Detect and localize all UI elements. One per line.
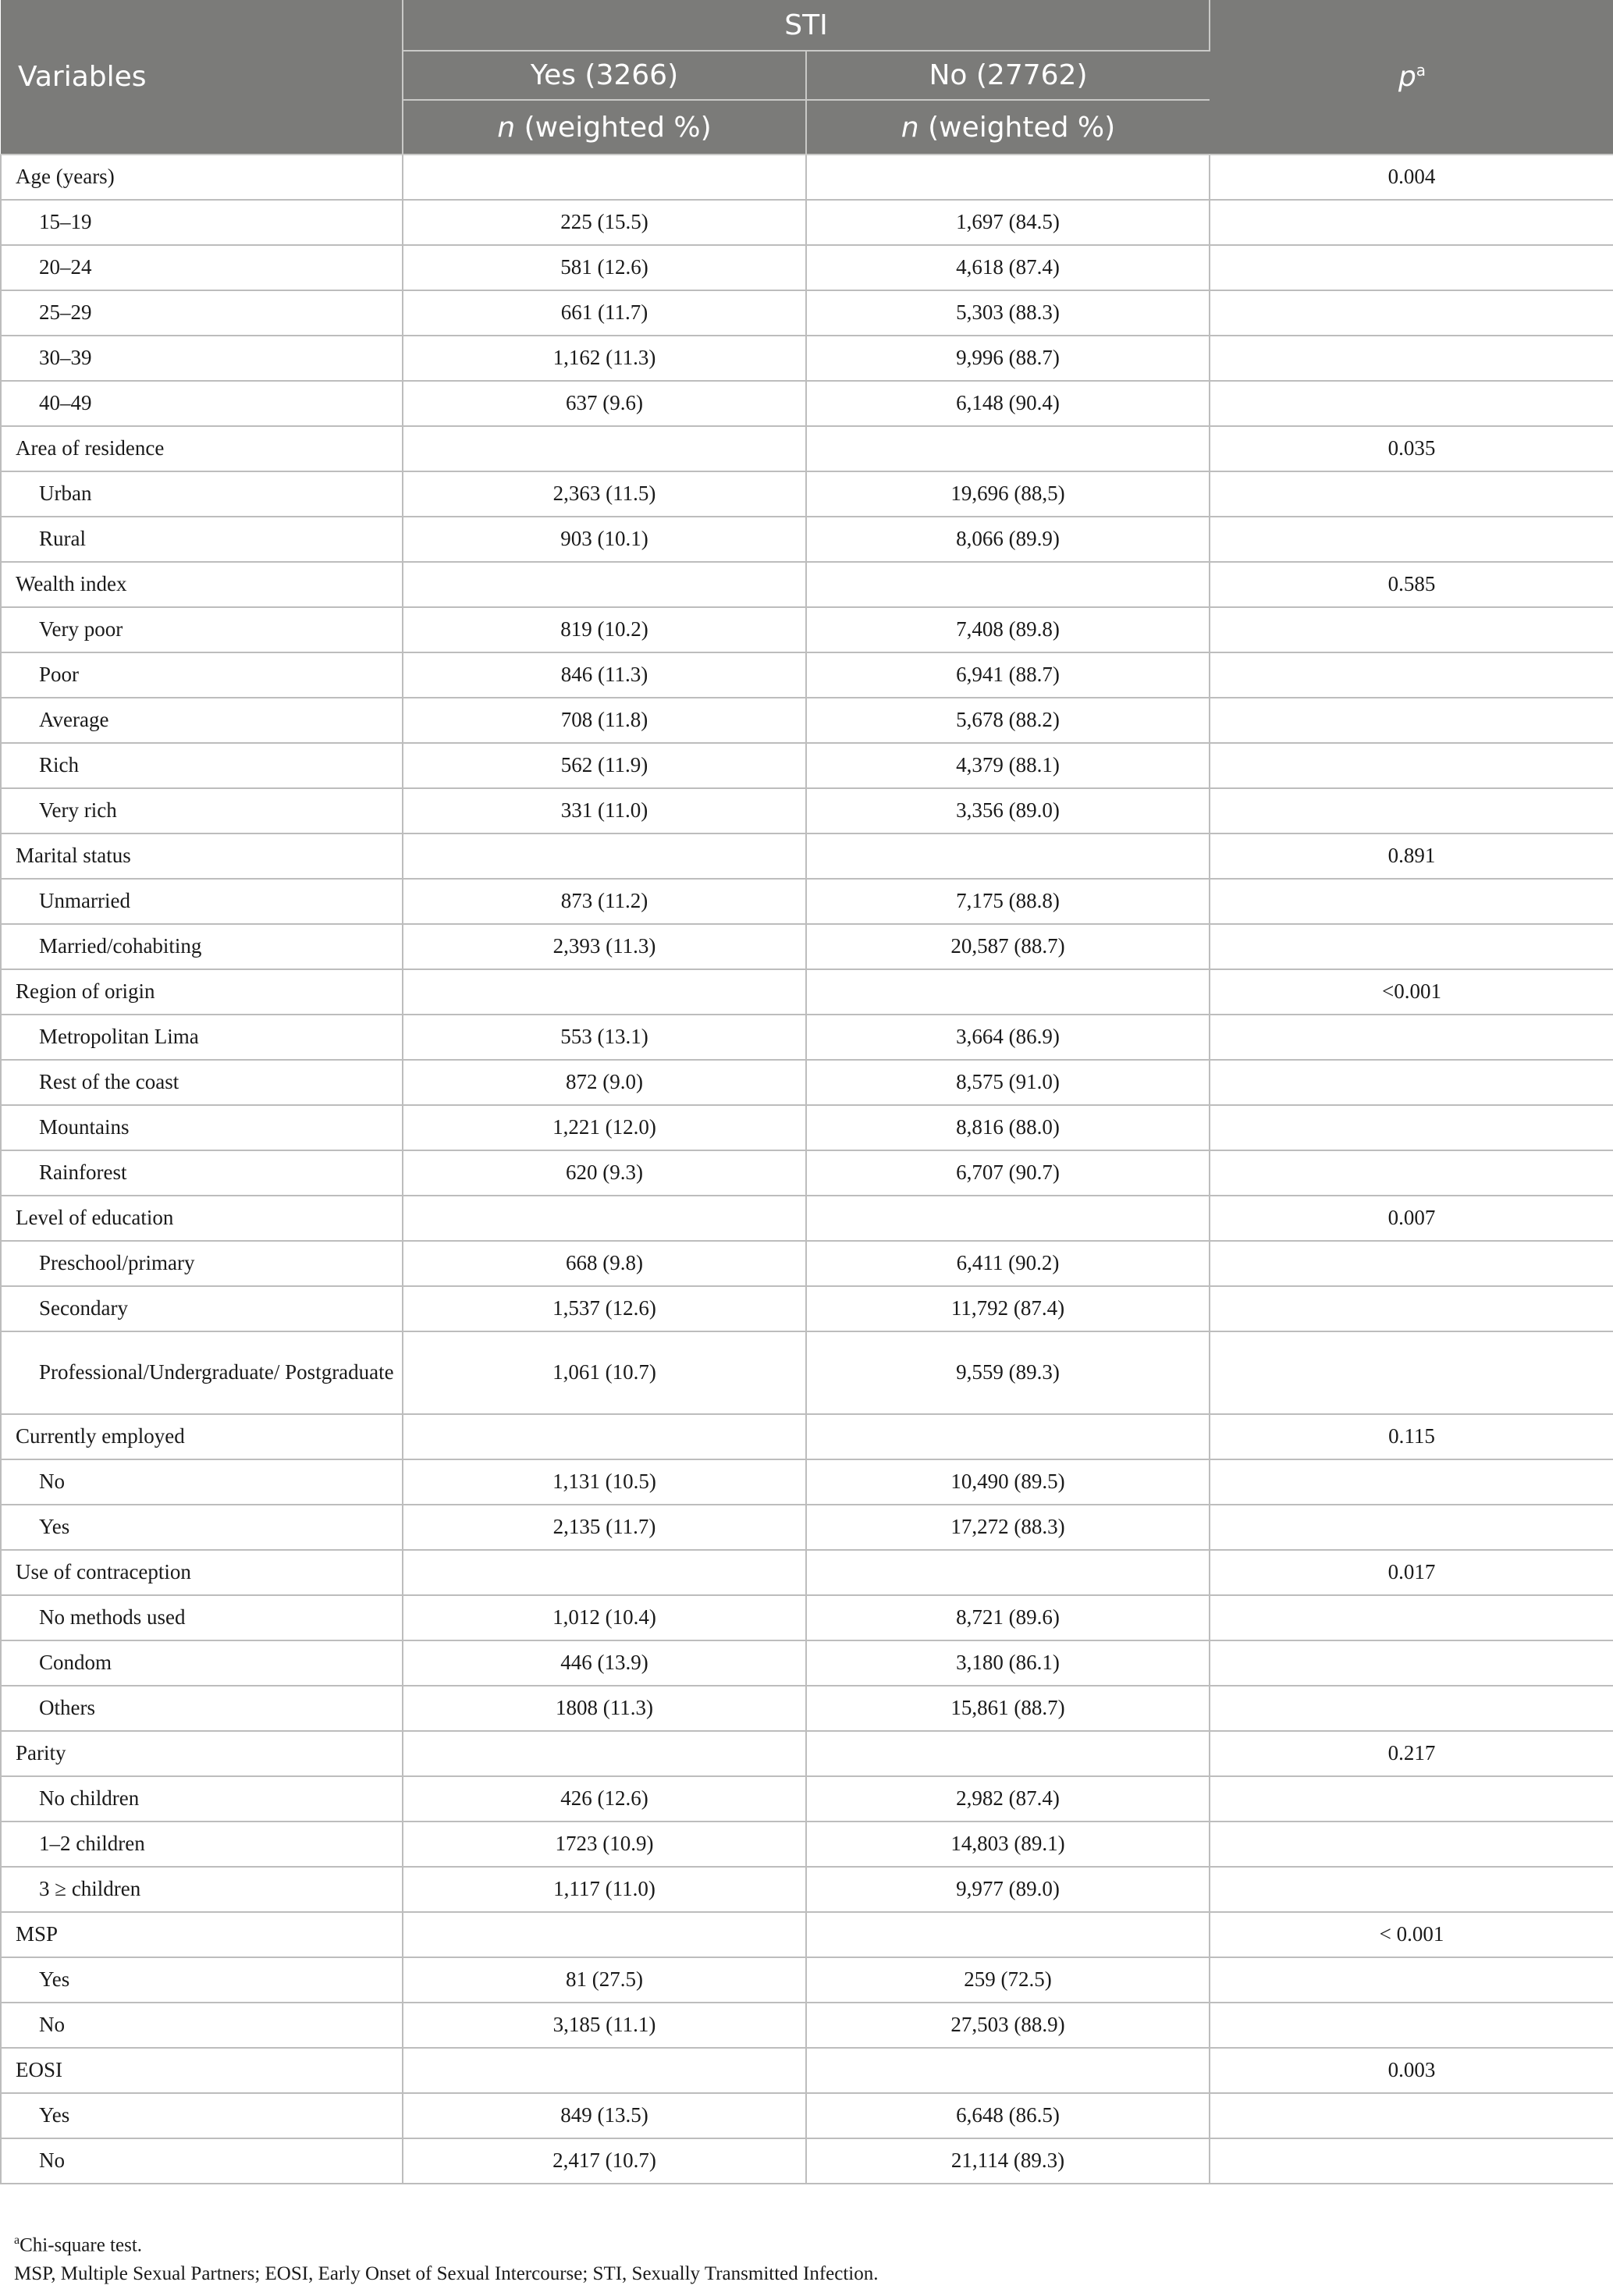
cell-yes xyxy=(403,1196,806,1241)
cell-yes: 426 (12.6) xyxy=(403,1776,806,1822)
cell-p-value xyxy=(1210,607,1613,652)
cell-yes xyxy=(403,833,806,879)
cell-p-value xyxy=(1210,1286,1613,1331)
footnote-abbreviations: MSP, Multiple Sexual Partners; EOSI, Early Onset of Sexual Intercourse; STI, Sexually Transmitted Infection. xyxy=(14,2263,879,2284)
cell-p-value: 0.003 xyxy=(1210,2048,1613,2093)
cell-yes: 3,185 (11.1) xyxy=(403,2003,806,2048)
table-row xyxy=(1,1060,1613,1105)
row-label: Rich xyxy=(1,743,403,788)
cell-p-value xyxy=(1210,924,1613,969)
cell-yes: 849 (13.5) xyxy=(403,2093,806,2138)
cell-p-value xyxy=(1210,879,1613,924)
table-row xyxy=(1,652,1613,698)
cell-no: 8,816 (88.0) xyxy=(806,1105,1210,1150)
table-row xyxy=(1,1957,1613,2003)
group-label: MSP xyxy=(1,1912,403,1957)
cell-no: 14,803 (89.1) xyxy=(806,1822,1210,1867)
cell-p-value xyxy=(1210,381,1613,426)
cell-no: 6,941 (88.7) xyxy=(806,652,1210,698)
cell-no: 17,272 (88.3) xyxy=(806,1505,1210,1550)
cell-yes: 553 (13.1) xyxy=(403,1015,806,1060)
row-label: No xyxy=(1,2003,403,2048)
cell-p-value xyxy=(1210,1331,1613,1414)
cell-p-value: < 0.001 xyxy=(1210,1912,1613,1957)
row-label: Others xyxy=(1,1686,403,1731)
table-group-row xyxy=(1,562,1613,607)
row-label: Secondary xyxy=(1,1286,403,1331)
cell-p-value: 0.017 xyxy=(1210,1550,1613,1595)
cell-p-value xyxy=(1210,698,1613,743)
cell-no: 8,721 (89.6) xyxy=(806,1595,1210,1640)
table-row xyxy=(1,1286,1613,1331)
row-label: Mountains xyxy=(1,1105,403,1150)
cell-p-value: 0.891 xyxy=(1210,833,1613,879)
header-p-label: p xyxy=(1398,61,1416,93)
group-label: Wealth index xyxy=(1,562,403,607)
cell-yes: 2,393 (11.3) xyxy=(403,924,806,969)
cell-p-value: 0.217 xyxy=(1210,1731,1613,1776)
cell-no: 20,587 (88.7) xyxy=(806,924,1210,969)
table-row xyxy=(1,1015,1613,1060)
table-row xyxy=(1,381,1613,426)
cell-no: 21,114 (89.3) xyxy=(806,2138,1210,2184)
table-row xyxy=(1,2138,1613,2184)
cell-p-value: 0.585 xyxy=(1210,562,1613,607)
table-body xyxy=(1,155,1613,2184)
group-label: Currently employed xyxy=(1,1414,403,1459)
group-label: Use of contraception xyxy=(1,1550,403,1595)
group-label: Marital status xyxy=(1,833,403,879)
header-variables: Variables xyxy=(1,0,403,155)
cell-p-value xyxy=(1210,2093,1613,2138)
cell-p-value xyxy=(1210,788,1613,833)
cell-yes: 846 (11.3) xyxy=(403,652,806,698)
cell-no xyxy=(806,1196,1210,1241)
row-label: Unmarried xyxy=(1,879,403,924)
table-row xyxy=(1,607,1613,652)
cell-no: 9,559 (89.3) xyxy=(806,1331,1210,1414)
row-label: Yes xyxy=(1,2093,403,2138)
group-label: Region of origin xyxy=(1,969,403,1015)
cell-p-value xyxy=(1210,1015,1613,1060)
table-group-row xyxy=(1,969,1613,1015)
table-row xyxy=(1,1867,1613,1912)
cell-yes: 81 (27.5) xyxy=(403,1957,806,2003)
cell-no xyxy=(806,969,1210,1015)
cell-no: 2,982 (87.4) xyxy=(806,1776,1210,1822)
table-row xyxy=(1,1776,1613,1822)
row-label: Yes xyxy=(1,1957,403,2003)
cell-yes: 1,537 (12.6) xyxy=(403,1286,806,1331)
table-row xyxy=(1,1241,1613,1286)
table-row xyxy=(1,1505,1613,1550)
group-label: Parity xyxy=(1,1731,403,1776)
row-label: Professional/Undergraduate/ Postgraduate xyxy=(1,1331,403,1414)
header-n-italic: n xyxy=(497,111,516,144)
cell-no: 9,996 (88.7) xyxy=(806,336,1210,381)
cell-yes: 637 (9.6) xyxy=(403,381,806,426)
row-label: 30–39 xyxy=(1,336,403,381)
row-label: 20–24 xyxy=(1,245,403,290)
header-no: No (27762) xyxy=(806,51,1210,100)
cell-yes xyxy=(403,1912,806,1957)
cell-p-value xyxy=(1210,2003,1613,2048)
cell-yes: 581 (12.6) xyxy=(403,245,806,290)
cell-yes: 2,363 (11.5) xyxy=(403,471,806,517)
cell-p-value xyxy=(1210,1867,1613,1912)
cell-no: 10,490 (89.5) xyxy=(806,1459,1210,1505)
row-label: Very poor xyxy=(1,607,403,652)
table-row xyxy=(1,1105,1613,1150)
table-row xyxy=(1,290,1613,336)
table-row xyxy=(1,1822,1613,1867)
table-row xyxy=(1,2093,1613,2138)
cell-yes xyxy=(403,1731,806,1776)
cell-yes: 1,162 (11.3) xyxy=(403,336,806,381)
row-label: 1–2 children xyxy=(1,1822,403,1867)
table-row xyxy=(1,2003,1613,2048)
cell-p-value xyxy=(1210,336,1613,381)
table-row xyxy=(1,1150,1613,1196)
cell-p-value xyxy=(1210,652,1613,698)
table-group-row xyxy=(1,2048,1613,2093)
cell-yes: 873 (11.2) xyxy=(403,879,806,924)
cell-no: 8,575 (91.0) xyxy=(806,1060,1210,1105)
row-label: 15–19 xyxy=(1,200,403,245)
cell-p-value xyxy=(1210,1957,1613,2003)
header-weighted: (weighted %) xyxy=(918,111,1116,144)
cell-p-value xyxy=(1210,1105,1613,1150)
cell-no: 9,977 (89.0) xyxy=(806,1867,1210,1912)
cell-yes: 819 (10.2) xyxy=(403,607,806,652)
cell-p-value xyxy=(1210,2138,1613,2184)
header-sti-group: STI xyxy=(403,0,1210,51)
table-row xyxy=(1,924,1613,969)
cell-yes: 562 (11.9) xyxy=(403,743,806,788)
cell-p-value xyxy=(1210,1822,1613,1867)
cell-yes: 620 (9.3) xyxy=(403,1150,806,1196)
cell-no xyxy=(806,833,1210,879)
table-row xyxy=(1,879,1613,924)
table-row xyxy=(1,245,1613,290)
cell-p-value: 0.007 xyxy=(1210,1196,1613,1241)
table-group-row xyxy=(1,1550,1613,1595)
cell-no: 8,066 (89.9) xyxy=(806,517,1210,562)
table-group-row xyxy=(1,833,1613,879)
cell-p-value xyxy=(1210,1776,1613,1822)
cell-no: 11,792 (87.4) xyxy=(806,1286,1210,1331)
cell-p-value xyxy=(1210,1640,1613,1686)
cell-yes: 708 (11.8) xyxy=(403,698,806,743)
cell-p-value xyxy=(1210,1505,1613,1550)
cell-p-value: 0.004 xyxy=(1210,155,1613,200)
table-row xyxy=(1,788,1613,833)
cell-yes xyxy=(403,562,806,607)
cell-p-value xyxy=(1210,1241,1613,1286)
footnote-test xyxy=(14,2234,142,2256)
row-label: 40–49 xyxy=(1,381,403,426)
row-label: Metropolitan Lima xyxy=(1,1015,403,1060)
cell-yes xyxy=(403,1550,806,1595)
table-header xyxy=(1,0,1613,155)
cell-no: 3,356 (89.0) xyxy=(806,788,1210,833)
row-label: Rural xyxy=(1,517,403,562)
table-group-row xyxy=(1,1912,1613,1957)
row-label: No xyxy=(1,1459,403,1505)
cell-p-value xyxy=(1210,1459,1613,1505)
footnote-sup: a xyxy=(14,2234,20,2247)
header-p-sup: a xyxy=(1416,61,1426,80)
cell-p-value: 0.035 xyxy=(1210,426,1613,471)
cell-yes xyxy=(403,426,806,471)
cell-p-value xyxy=(1210,1150,1613,1196)
cell-no xyxy=(806,1414,1210,1459)
table-group-row xyxy=(1,155,1613,200)
cell-no: 7,408 (89.8) xyxy=(806,607,1210,652)
row-label: Very rich xyxy=(1,788,403,833)
cell-yes: 903 (10.1) xyxy=(403,517,806,562)
cell-no: 6,648 (86.5) xyxy=(806,2093,1210,2138)
cell-yes: 1,061 (10.7) xyxy=(403,1331,806,1414)
cell-no: 6,411 (90.2) xyxy=(806,1241,1210,1286)
cell-yes xyxy=(403,2048,806,2093)
cell-no xyxy=(806,2048,1210,2093)
table-group-row xyxy=(1,1196,1613,1241)
cell-no: 259 (72.5) xyxy=(806,1957,1210,2003)
cell-yes: 668 (9.8) xyxy=(403,1241,806,1286)
cell-yes: 872 (9.0) xyxy=(403,1060,806,1105)
header-n-italic: n xyxy=(901,111,919,144)
cell-p-value xyxy=(1210,1686,1613,1731)
group-label: Area of residence xyxy=(1,426,403,471)
table-row xyxy=(1,517,1613,562)
cell-p-value xyxy=(1210,517,1613,562)
cell-no: 6,707 (90.7) xyxy=(806,1150,1210,1196)
cell-p-value: 0.115 xyxy=(1210,1414,1613,1459)
row-label: No methods used xyxy=(1,1595,403,1640)
table-row xyxy=(1,1595,1613,1640)
cell-p-value xyxy=(1210,290,1613,336)
cell-no xyxy=(806,155,1210,200)
cell-no: 3,180 (86.1) xyxy=(806,1640,1210,1686)
group-label: Age (years) xyxy=(1,155,403,200)
table-row xyxy=(1,471,1613,517)
table-row xyxy=(1,336,1613,381)
row-label: No children xyxy=(1,1776,403,1822)
header-yes-unit xyxy=(403,100,806,155)
cell-no: 7,175 (88.8) xyxy=(806,879,1210,924)
cell-no: 19,696 (88,5) xyxy=(806,471,1210,517)
header-p-value xyxy=(1210,0,1613,155)
row-label: Married/cohabiting xyxy=(1,924,403,969)
table-row xyxy=(1,200,1613,245)
cell-p-value xyxy=(1210,743,1613,788)
row-label: 3 ≥ children xyxy=(1,1867,403,1912)
group-label: EOSI xyxy=(1,2048,403,2093)
cell-no xyxy=(806,426,1210,471)
cell-yes xyxy=(403,1414,806,1459)
cell-yes: 225 (15.5) xyxy=(403,200,806,245)
cell-no xyxy=(806,1550,1210,1595)
cell-no xyxy=(806,1912,1210,1957)
cell-no xyxy=(806,1731,1210,1776)
row-label: Yes xyxy=(1,1505,403,1550)
cell-yes: 1,131 (10.5) xyxy=(403,1459,806,1505)
header-yes: Yes (3266) xyxy=(403,51,806,100)
row-label: Rest of the coast xyxy=(1,1060,403,1105)
cell-yes: 446 (13.9) xyxy=(403,1640,806,1686)
cell-yes: 331 (11.0) xyxy=(403,788,806,833)
row-label: Average xyxy=(1,698,403,743)
cell-no: 4,618 (87.4) xyxy=(806,245,1210,290)
cell-yes: 1723 (10.9) xyxy=(403,1822,806,1867)
cell-yes: 1,221 (12.0) xyxy=(403,1105,806,1150)
cell-yes xyxy=(403,155,806,200)
cell-yes xyxy=(403,969,806,1015)
table-group-row xyxy=(1,426,1613,471)
cell-no: 6,148 (90.4) xyxy=(806,381,1210,426)
table-row xyxy=(1,1331,1613,1414)
cell-no: 5,303 (88.3) xyxy=(806,290,1210,336)
cell-p-value xyxy=(1210,1060,1613,1105)
cell-no xyxy=(806,562,1210,607)
row-label: Poor xyxy=(1,652,403,698)
footnote-test-text: Chi-square test. xyxy=(20,2234,143,2256)
row-label: Condom xyxy=(1,1640,403,1686)
row-label: No xyxy=(1,2138,403,2184)
row-label: Urban xyxy=(1,471,403,517)
cell-yes: 1808 (11.3) xyxy=(403,1686,806,1731)
cell-p-value xyxy=(1210,245,1613,290)
cell-p-value xyxy=(1210,200,1613,245)
cell-yes: 661 (11.7) xyxy=(403,290,806,336)
row-label: Rainforest xyxy=(1,1150,403,1196)
header-no-unit xyxy=(806,100,1210,155)
group-label: Level of education xyxy=(1,1196,403,1241)
table-group-row xyxy=(1,1414,1613,1459)
cell-yes: 1,012 (10.4) xyxy=(403,1595,806,1640)
cell-no: 3,664 (86.9) xyxy=(806,1015,1210,1060)
table-row xyxy=(1,698,1613,743)
cell-p-value: <0.001 xyxy=(1210,969,1613,1015)
table-row xyxy=(1,743,1613,788)
cell-no: 5,678 (88.2) xyxy=(806,698,1210,743)
row-label: 25–29 xyxy=(1,290,403,336)
table-group-row xyxy=(1,1731,1613,1776)
cell-yes: 2,417 (10.7) xyxy=(403,2138,806,2184)
cell-no: 27,503 (88.9) xyxy=(806,2003,1210,2048)
table-row xyxy=(1,1459,1613,1505)
row-label: Preschool/primary xyxy=(1,1241,403,1286)
header-weighted: (weighted %) xyxy=(515,111,712,144)
cell-p-value xyxy=(1210,471,1613,517)
cell-no: 1,697 (84.5) xyxy=(806,200,1210,245)
cell-p-value xyxy=(1210,1595,1613,1640)
cell-yes: 2,135 (11.7) xyxy=(403,1505,806,1550)
cell-no: 4,379 (88.1) xyxy=(806,743,1210,788)
table-row xyxy=(1,1640,1613,1686)
table-row xyxy=(1,1686,1613,1731)
cell-yes: 1,117 (11.0) xyxy=(403,1867,806,1912)
cell-no: 15,861 (88.7) xyxy=(806,1686,1210,1731)
